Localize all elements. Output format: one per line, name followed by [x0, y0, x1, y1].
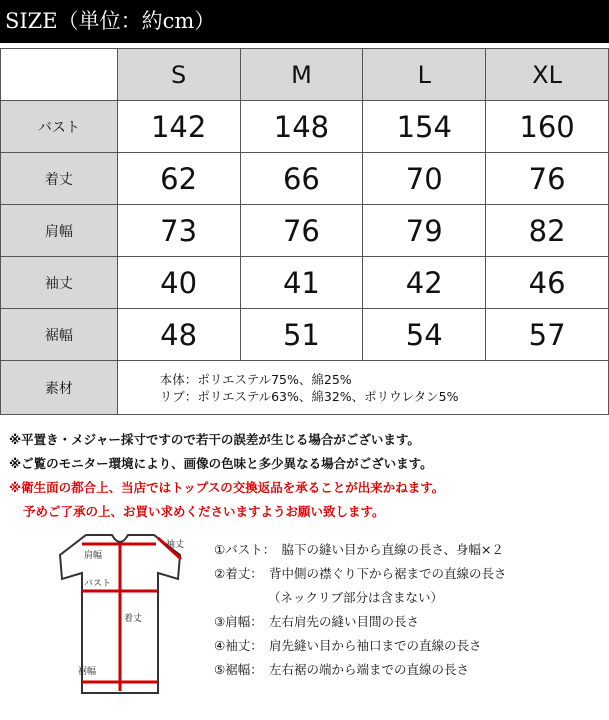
material-row	[1, 361, 609, 415]
table-cell: 54	[363, 309, 486, 361]
page-title-bar	[0, 0, 609, 43]
column-header: S	[117, 49, 240, 101]
table-cell: 76	[240, 205, 363, 257]
legend-item: ④袖丈： 肩先縫い目から袖口までの直線の長さ	[214, 638, 482, 653]
row-label: 素材	[1, 361, 118, 415]
row-label: 着丈	[1, 153, 118, 205]
table-cell: 40	[117, 257, 240, 309]
column-header: L	[363, 49, 486, 101]
column-header: M	[240, 49, 363, 101]
row-label: バスト	[1, 101, 118, 153]
legend-item: （ネックリブ部分は含まない）	[268, 590, 444, 605]
table-cell: 48	[117, 309, 240, 361]
table-cell: 42	[363, 257, 486, 309]
hem-label: 裾幅	[78, 667, 97, 677]
legend-item: ⑤裾幅： 左右裾の端から端までの直線の長さ	[214, 662, 469, 677]
note-text: ※ご覧のモニター環境により、画像の色味と多少異なる場合がございます。	[9, 456, 433, 471]
warning-note: 予めご了承の上、お買い求めくださいますようお願い致します。	[23, 504, 385, 519]
warning-note: ※衛生面の都合上、当店ではトップスの交換返品を承ることが出来かねます。	[9, 480, 445, 495]
table-cell: 41	[240, 257, 363, 309]
material-line: 本体：ポリエステル75%、綿25%	[159, 371, 352, 387]
bust-label: バスト	[84, 579, 112, 589]
table-cell: 70	[363, 153, 486, 205]
legend-item: ③肩幅： 左右肩先の縫い目間の長さ	[214, 614, 419, 629]
row-label: 肩幅	[1, 205, 118, 257]
table-cell: 154	[363, 101, 486, 153]
tshirt-measurement-diagram	[38, 533, 208, 698]
legend-item: ②着丈： 背中側の襟ぐり下から裾までの直線の長さ	[214, 566, 507, 581]
table-cell: 66	[240, 153, 363, 205]
legend-item: ①バスト： 脇下の縫い目から直線の長さ、身幅×２	[214, 542, 504, 557]
table-cell: 62	[117, 153, 240, 205]
material-cell	[117, 361, 608, 415]
row-label: 袖丈	[1, 257, 118, 309]
table-row	[1, 257, 609, 309]
length-label: 着丈	[124, 614, 143, 624]
table-cell: 51	[240, 309, 363, 361]
sleeve-label: 袖丈	[166, 540, 185, 550]
row-label: 裾幅	[1, 309, 118, 361]
table-row	[1, 309, 609, 361]
table-header-row	[1, 49, 609, 101]
table-row	[1, 153, 609, 205]
material-line: リブ：ポリエステル63%、綿32%、ポリウレタン5%	[159, 388, 459, 404]
table-cell: 160	[486, 101, 609, 153]
table-cell: 148	[240, 101, 363, 153]
table-cell: 82	[486, 205, 609, 257]
size-table	[0, 48, 609, 415]
table-cell: 76	[486, 153, 609, 205]
table-cell: 142	[117, 101, 240, 153]
table-cell: 79	[363, 205, 486, 257]
column-header: XL	[486, 49, 609, 101]
measurement-legend	[214, 538, 506, 682]
table-row	[1, 205, 609, 257]
table-corner-cell	[1, 49, 118, 101]
table-cell: 57	[486, 309, 609, 361]
note-text: ※平置き・メジャー採寸ですので若干の誤差が生じる場合がございます。	[9, 432, 420, 447]
table-cell: 73	[117, 205, 240, 257]
shoulder-label: 肩幅	[84, 551, 103, 561]
table-row	[1, 101, 609, 153]
table-cell: 46	[486, 257, 609, 309]
notes-block	[9, 428, 444, 524]
page-title: SIZE（単位：約cm）	[5, 9, 216, 33]
